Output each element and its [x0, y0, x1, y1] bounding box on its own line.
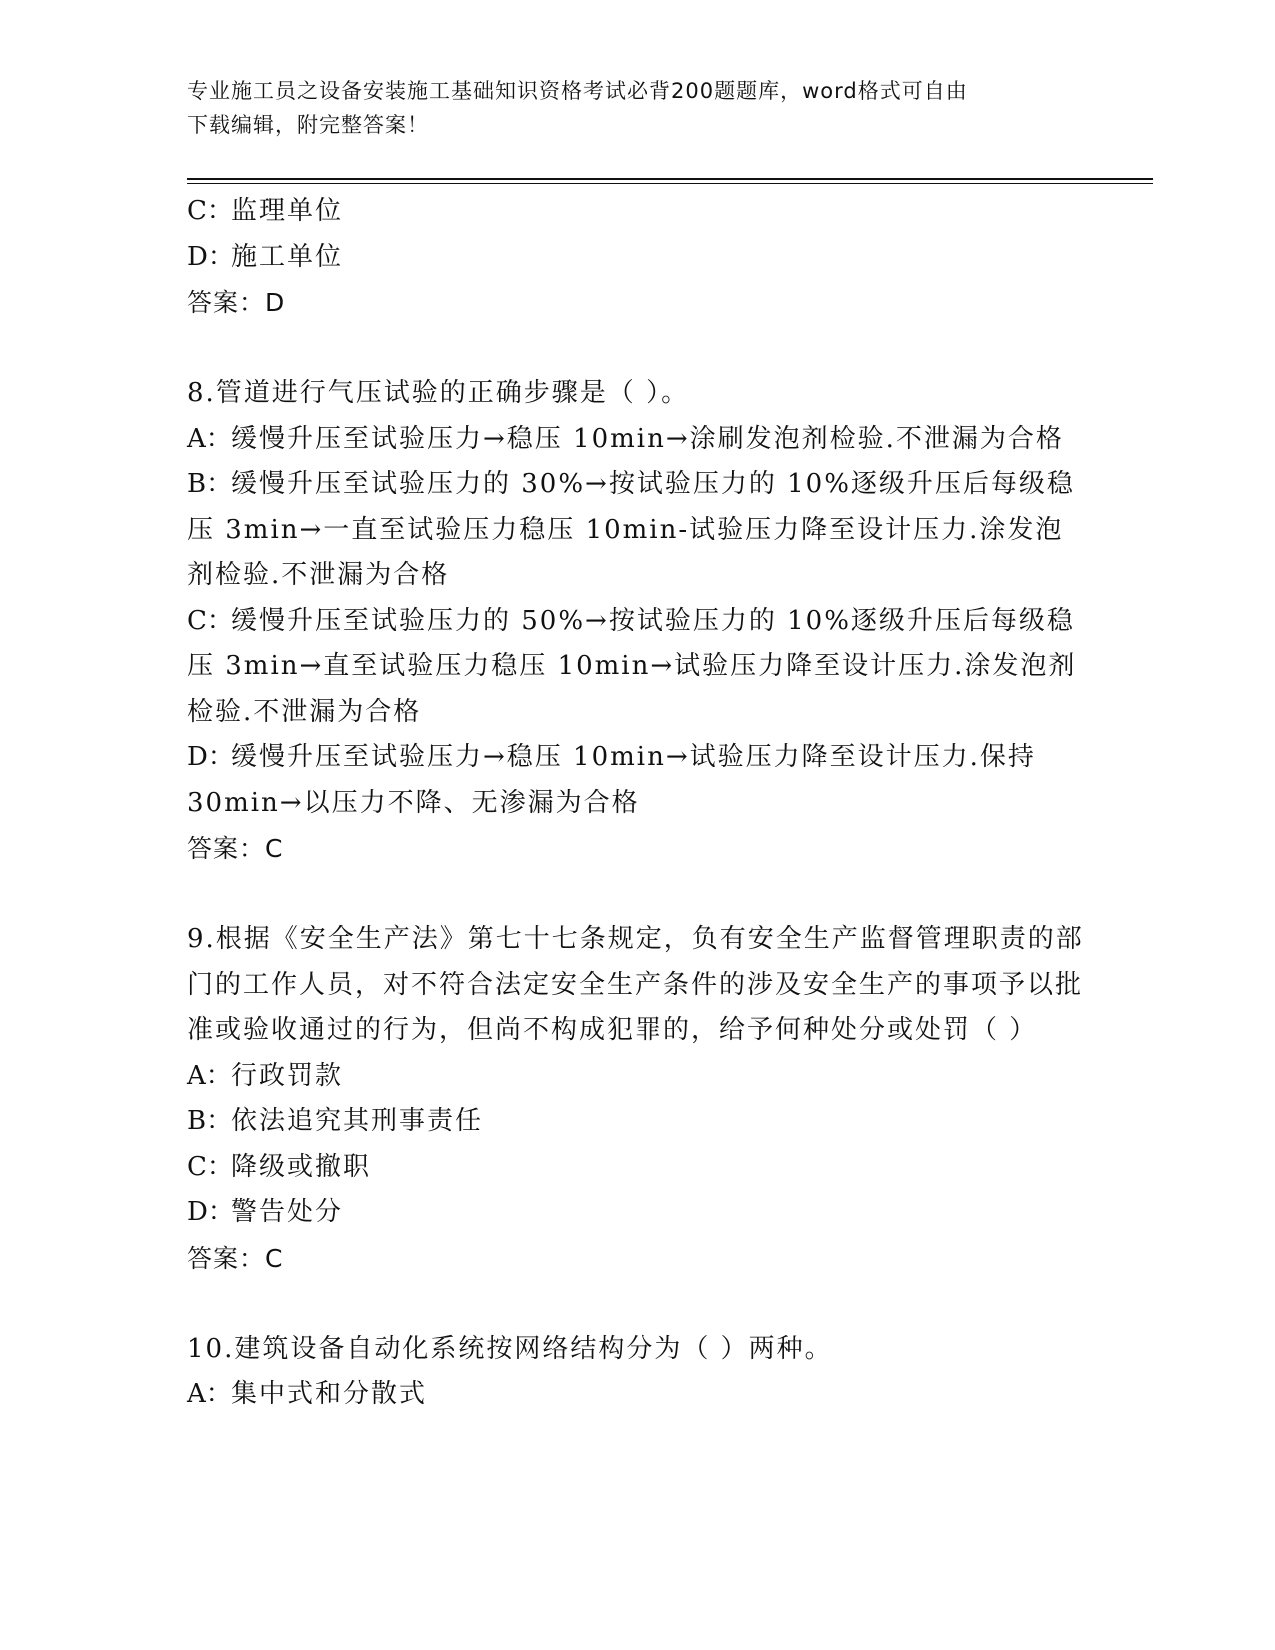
option-b	[187, 462, 1087, 599]
option-text: 缓慢升压至试验压力的 50%→按试验压力的 10%逐级升压后每级稳压 3min→直至试验压力稳压 10min→试验压力降至设计压力.涂发泡剂检验.不泄漏为合格	[187, 605, 1077, 727]
question-8	[187, 371, 1087, 872]
option-text: 依法追究其刑事责任	[231, 1106, 484, 1136]
option-key: D：	[187, 1197, 234, 1227]
header-line-1: 专业施工员之设备安装施工基础知识资格考试必背200题题库，word格式可自由	[187, 79, 968, 103]
option-text: 警告处分	[231, 1197, 344, 1227]
option-key: A：	[187, 423, 232, 454]
option-key: B：	[187, 1106, 233, 1136]
spacer	[187, 1281, 1087, 1327]
question-9	[187, 917, 1087, 1281]
header-line-2: 下载编辑，附完整答案！	[187, 113, 429, 137]
option-key: C：	[187, 196, 233, 226]
question-list	[187, 189, 1087, 1418]
option-text: 行政罚款	[231, 1060, 344, 1091]
option-c	[187, 189, 1087, 235]
option-key: A：	[187, 1060, 232, 1091]
spacer	[187, 326, 1087, 372]
option-text: 缓慢升压至试验压力→稳压 10min→涂刷发泡剂检验.不泄漏为合格	[231, 423, 1064, 454]
option-key: D：	[187, 742, 234, 772]
option-text: 降级或撤职	[231, 1151, 372, 1182]
option-text: 缓慢升压至试验压力的 30%→按试验压力的 10%逐级升压后每级稳压 3min→一直至试验压力稳压 10min-试验压力降至设计压力.涂发泡剂检验.不泄漏为合格	[187, 469, 1075, 590]
option-d	[187, 735, 1087, 826]
option-d	[187, 1190, 1087, 1236]
option-key: C：	[187, 1151, 233, 1182]
option-key: B：	[187, 469, 233, 499]
option-text: 缓慢升压至试验压力→稳压 10min→试验压力降至设计压力.保持 30min→以压力不降、无渗漏为合格	[187, 742, 1036, 818]
header-rule-thin	[187, 183, 1153, 184]
document-header	[187, 74, 1087, 142]
option-c	[187, 1145, 1087, 1191]
answer-line: 答案：C	[187, 834, 284, 863]
header-rule-thick	[187, 178, 1153, 180]
question-stem: 10.建筑设备自动化系统按网络结构分为（ ）两种。	[187, 1333, 833, 1364]
option-text: 集中式和分散式	[231, 1379, 428, 1409]
option-a	[187, 1372, 1087, 1418]
option-text: 监理单位	[231, 196, 344, 226]
option-c	[187, 599, 1087, 736]
question-10	[187, 1327, 1087, 1418]
option-key: C：	[187, 605, 233, 636]
question-stem: 8.管道进行气压试验的正确步骤是（ ）。	[187, 378, 690, 408]
option-a	[187, 417, 1087, 463]
option-a	[187, 1054, 1087, 1100]
answer-line: 答案：C	[187, 1243, 284, 1273]
option-key: D：	[187, 241, 234, 272]
option-key: A：	[187, 1379, 232, 1409]
option-b	[187, 1099, 1087, 1145]
option-text: 施工单位	[231, 241, 344, 272]
question-7-tail	[187, 189, 1087, 326]
option-d	[187, 235, 1087, 281]
spacer	[187, 872, 1087, 918]
answer-line: 答案：D	[187, 288, 286, 317]
question-stem: 9.根据《安全生产法》第七十七条规定，负有安全生产监督管理职责的部门的工作人员，对不符合法定安全生产条件的涉及安全生产的事项予以批准或验收通过的行为，但尚不构成犯罪的，给予何种处分或处罚（ ）	[187, 924, 1084, 1045]
